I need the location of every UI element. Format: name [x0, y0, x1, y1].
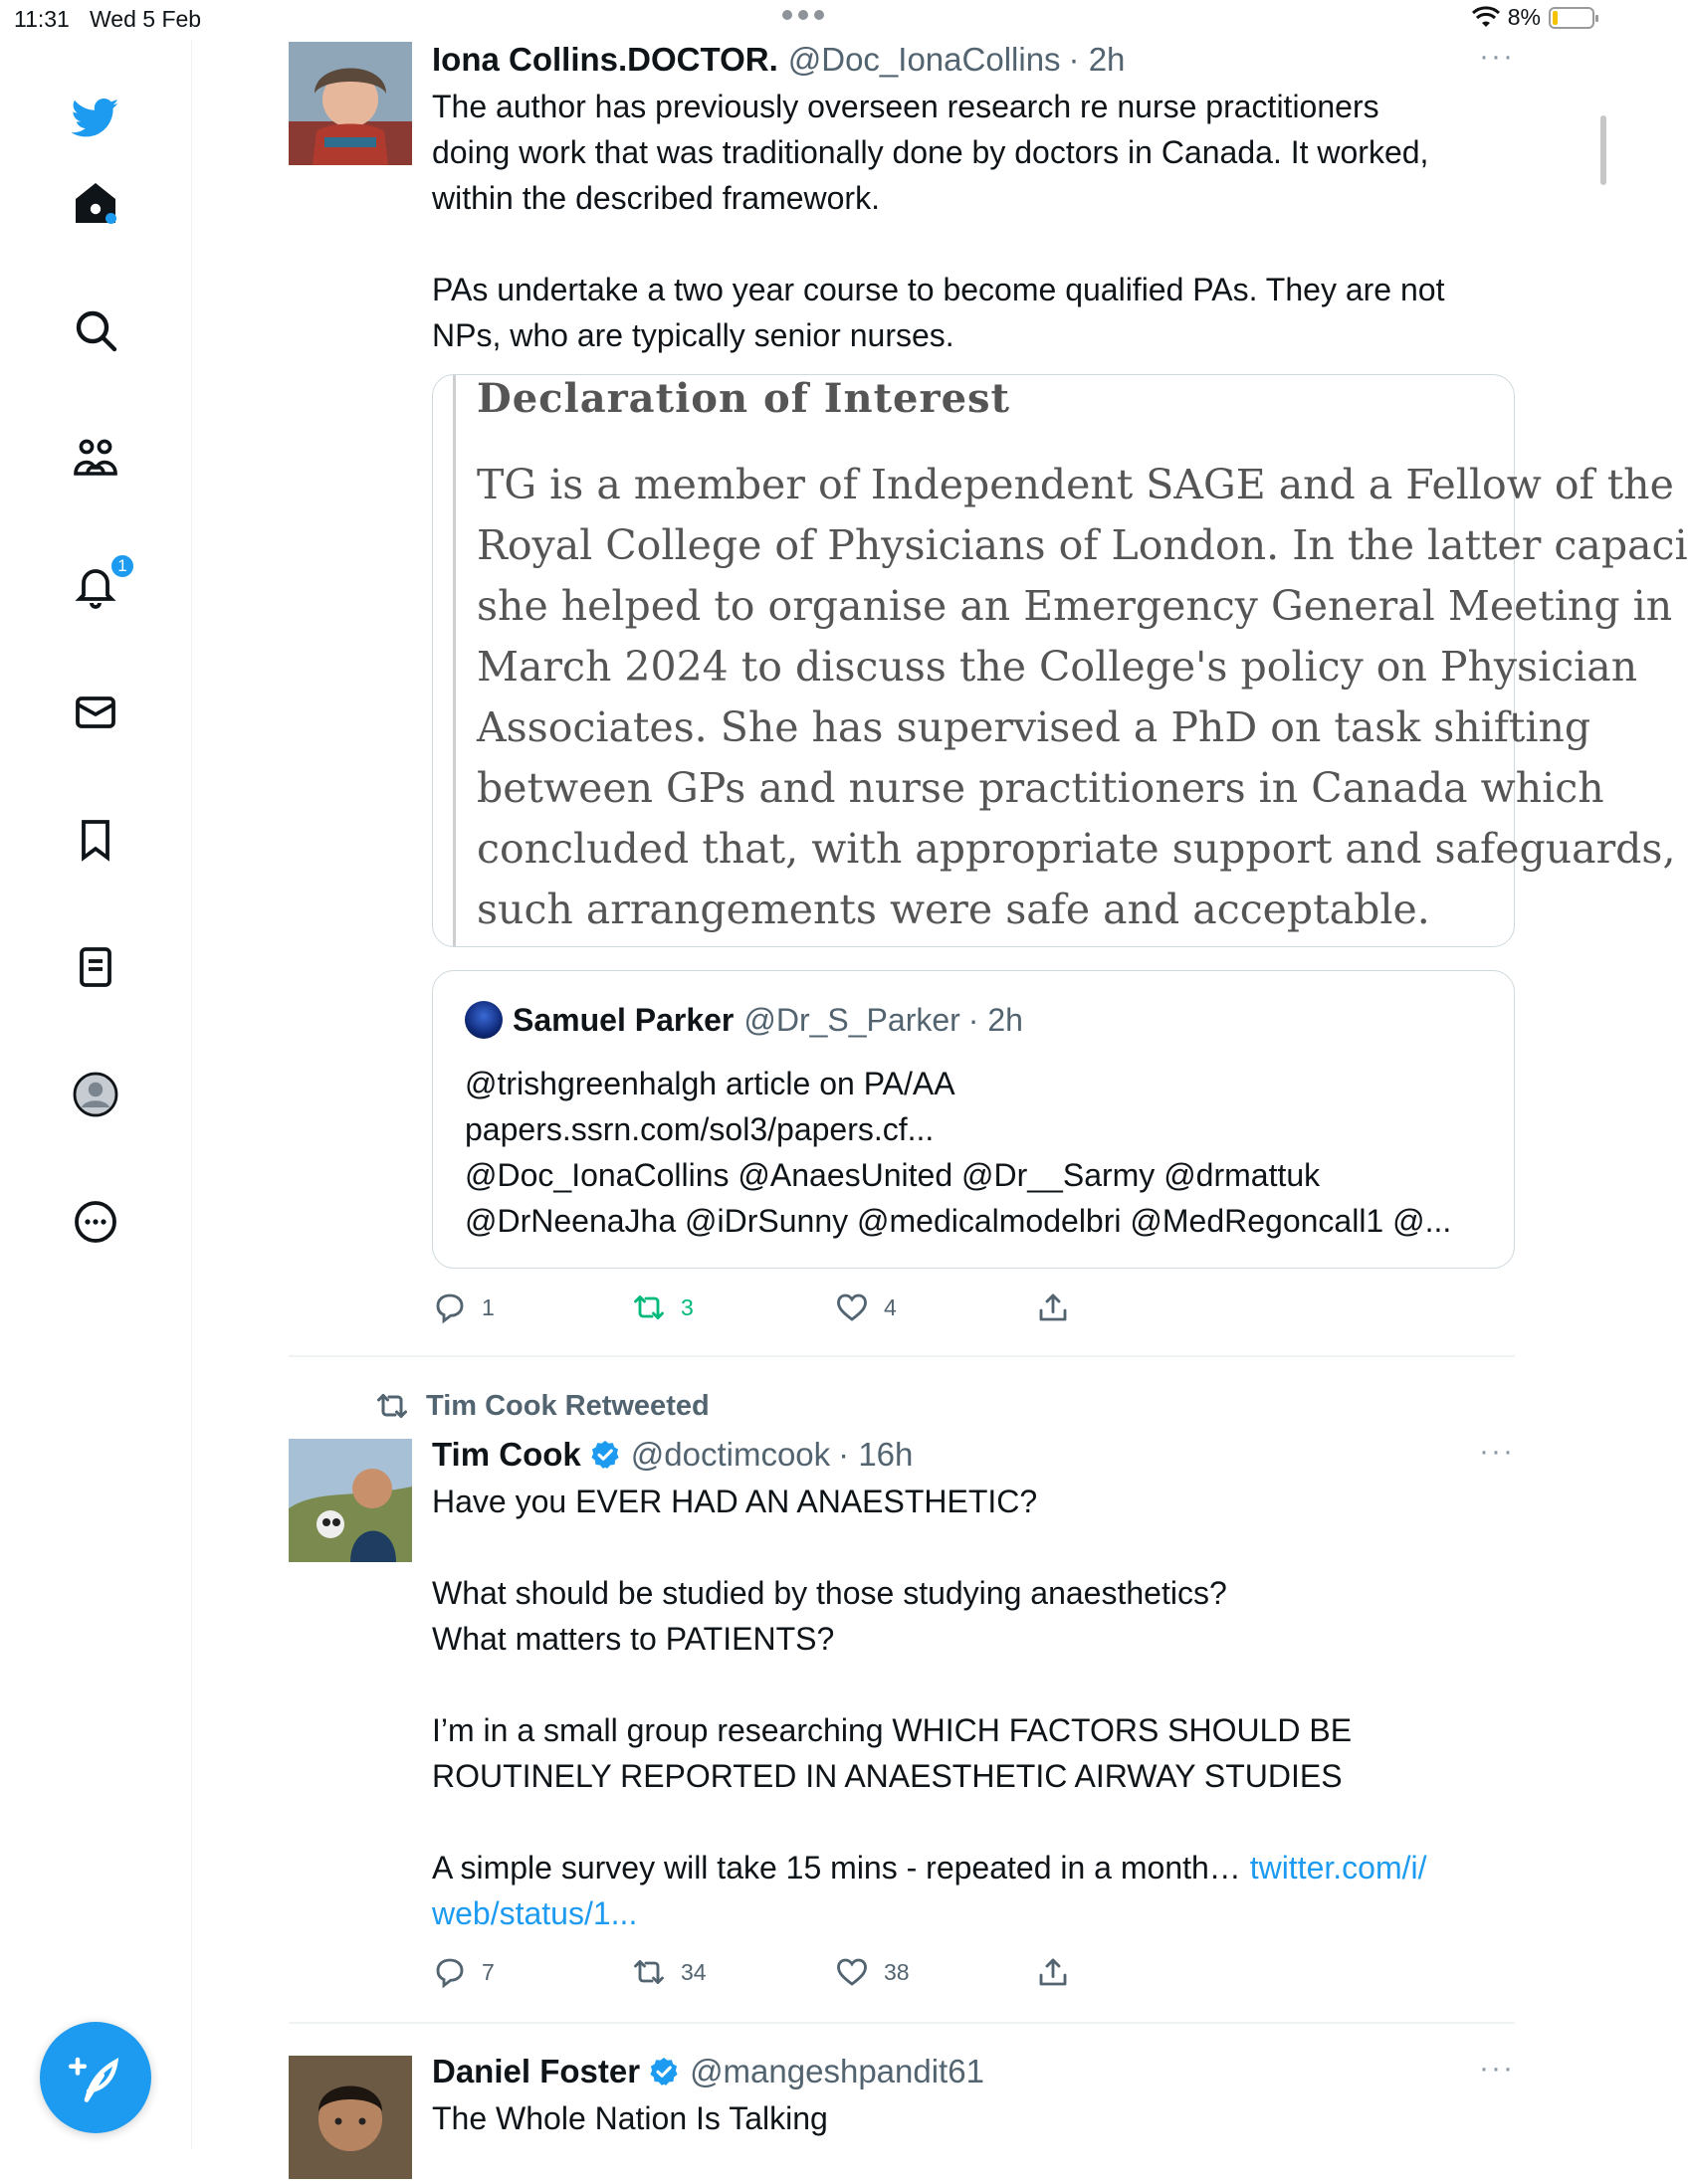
bookmarks-icon[interactable]: [66, 810, 125, 870]
tweet-link-cont[interactable]: web/status/1...: [432, 1895, 638, 1931]
quoted-text: @trishgreenhalgh article on PA/AA papers.ssrn.com/sol3/papers.cf... @Doc_IonaCollins @AnaesUnited @Dr__Sarmy @drmattuk @DrNeenaJha @iDrSunny @medicalmodelbri @MedRegoncall1 @...: [465, 1066, 1452, 1239]
wifi-icon: [1472, 7, 1500, 29]
share-button[interactable]: [1035, 1954, 1071, 1990]
tweet-body: Have you EVER HAD AN ANAESTHETIC? What should be studied by those studying anaesthetics? What matters to PATIENTS? I’m in a small group researching WHICH FACTORS SHOULD BE ROUTINELY REPORTED IN ANAESTHETIC AIRWAY STUDIES A simple survey will take 15 mins - repeated in a month…: [432, 1484, 1353, 1886]
home-icon[interactable]: [66, 173, 125, 233]
verified-badge-icon: [589, 1439, 621, 1471]
reply-button[interactable]: [432, 1290, 495, 1325]
author-name[interactable]: Iona Collins.DOCTOR.: [432, 41, 778, 78]
author-name[interactable]: Daniel Foster: [432, 2053, 641, 2089]
reply-icon: [432, 1290, 468, 1325]
quoted-tweet[interactable]: [432, 970, 1515, 1269]
author-handle[interactable]: @mangeshpandit61: [690, 2053, 984, 2089]
image-heading: Declaration of Interest: [477, 375, 1011, 422]
communities-icon[interactable]: [66, 428, 125, 488]
quoted-author-handle: @Dr_S_Parker: [743, 1001, 960, 1038]
tweet-content: [432, 40, 1515, 358]
like-count: 38: [884, 1958, 910, 1985]
retweeted-by-text: Tim Cook Retweeted: [426, 1389, 710, 1422]
tweet-time: · 16h: [838, 1436, 914, 1473]
tweet-content: [432, 1435, 1515, 1936]
retweeted-by-label[interactable]: [374, 1388, 710, 1424]
share-icon: [1035, 1290, 1071, 1325]
twitter-logo-icon[interactable]: [66, 88, 125, 147]
tweet-text: The author has previously overseen research re nurse practitioners doing work that was traditionally done by doctors in Canada. It worked, within the described framework. PAs undertake a two year course to become qualified PAs. They are not NPs, who are typically senior nurses.: [432, 89, 1445, 353]
compose-feather-icon: [69, 2051, 122, 2104]
search-icon[interactable]: [66, 300, 125, 360]
author-handle[interactable]: @doctimcook: [630, 1436, 831, 1473]
reply-count: 7: [482, 1958, 495, 1985]
scrollbar[interactable]: [1600, 115, 1606, 185]
tweet-image[interactable]: [432, 374, 1688, 947]
retweet-count: 34: [681, 1958, 707, 1985]
tweet-text: The Whole Nation Is Talking: [432, 2100, 828, 2136]
heart-icon: [834, 1954, 870, 1990]
battery-percent: 8%: [1507, 4, 1541, 30]
tweet-header: [432, 2052, 1515, 2091]
sidebar: [0, 40, 192, 2149]
status-date: Wed 5 Feb: [90, 6, 202, 32]
tweet-header: [432, 40, 1515, 80]
status-right: [1472, 4, 1594, 31]
tweet-time: · 2h: [1068, 41, 1126, 78]
quoted-avatar: [465, 1001, 503, 1039]
quoted-time: · 2h: [967, 1001, 1023, 1038]
tweet-divider: [289, 2022, 1515, 2024]
profile-avatar-icon[interactable]: [66, 1065, 125, 1124]
avatar[interactable]: [289, 2056, 412, 2179]
notification-badge: 1: [109, 553, 135, 579]
more-options-icon[interactable]: ···: [1479, 40, 1515, 73]
retweet-count: 3: [681, 1293, 694, 1320]
reply-icon: [432, 1954, 468, 1990]
lists-icon[interactable]: [66, 937, 125, 997]
retweet-button[interactable]: [631, 1954, 707, 1990]
retweet-icon: [631, 1954, 667, 1990]
status-bar: [0, 0, 1612, 40]
more-options-icon[interactable]: ···: [1479, 1435, 1515, 1468]
share-button[interactable]: [1035, 1290, 1071, 1325]
tweet-link[interactable]: twitter.com/i/: [1249, 1850, 1427, 1886]
quoted-tweet-header: [465, 1001, 1023, 1039]
tweet-text: [432, 1479, 1515, 1936]
image-text: TG is a member of Independent SAGE and a Fellow of the Royal College of Physicians of London. In the latter capaci she helped to organise an Emergency General Meeting in March 2024 to discuss the College's policy on Physician Associates. She has supervised a PhD on task shifting between GPs and nurse practitioners in Canada which concluded that, with appropriate support and safeguards, such arrangements were safe and acceptable.: [477, 461, 1688, 933]
image-margin-line: [453, 375, 456, 946]
author-name[interactable]: Tim Cook: [432, 1436, 581, 1473]
tweet-divider: [289, 1355, 1515, 1357]
retweet-icon: [631, 1290, 667, 1325]
retweet-button[interactable]: [631, 1290, 694, 1325]
reply-count: 1: [482, 1293, 495, 1320]
heart-icon: [834, 1290, 870, 1325]
avatar[interactable]: [289, 1439, 412, 1562]
battery-icon: [1549, 7, 1594, 29]
more-options-icon[interactable]: [66, 1192, 125, 1252]
like-button[interactable]: [834, 1290, 897, 1325]
retweet-icon: [374, 1388, 410, 1424]
avatar[interactable]: [289, 42, 412, 165]
quoted-author-name: Samuel Parker: [513, 1001, 735, 1038]
compose-tweet-button[interactable]: [40, 2022, 151, 2133]
home-unread-dot: [106, 213, 116, 224]
tweet-header: [432, 1435, 1515, 1475]
tweet-content: [432, 2052, 1515, 2141]
share-icon: [1035, 1954, 1071, 1990]
author-handle[interactable]: @Doc_IonaCollins: [787, 41, 1061, 78]
status-time: 11:31: [14, 6, 70, 32]
multitasking-dots-icon[interactable]: [782, 10, 824, 20]
reply-button[interactable]: [432, 1954, 495, 1990]
messages-icon[interactable]: [66, 683, 125, 742]
like-count: 4: [884, 1293, 897, 1320]
verified-badge-icon: [648, 2056, 680, 2087]
more-options-icon[interactable]: ···: [1479, 2052, 1515, 2085]
like-button[interactable]: [834, 1954, 910, 1990]
